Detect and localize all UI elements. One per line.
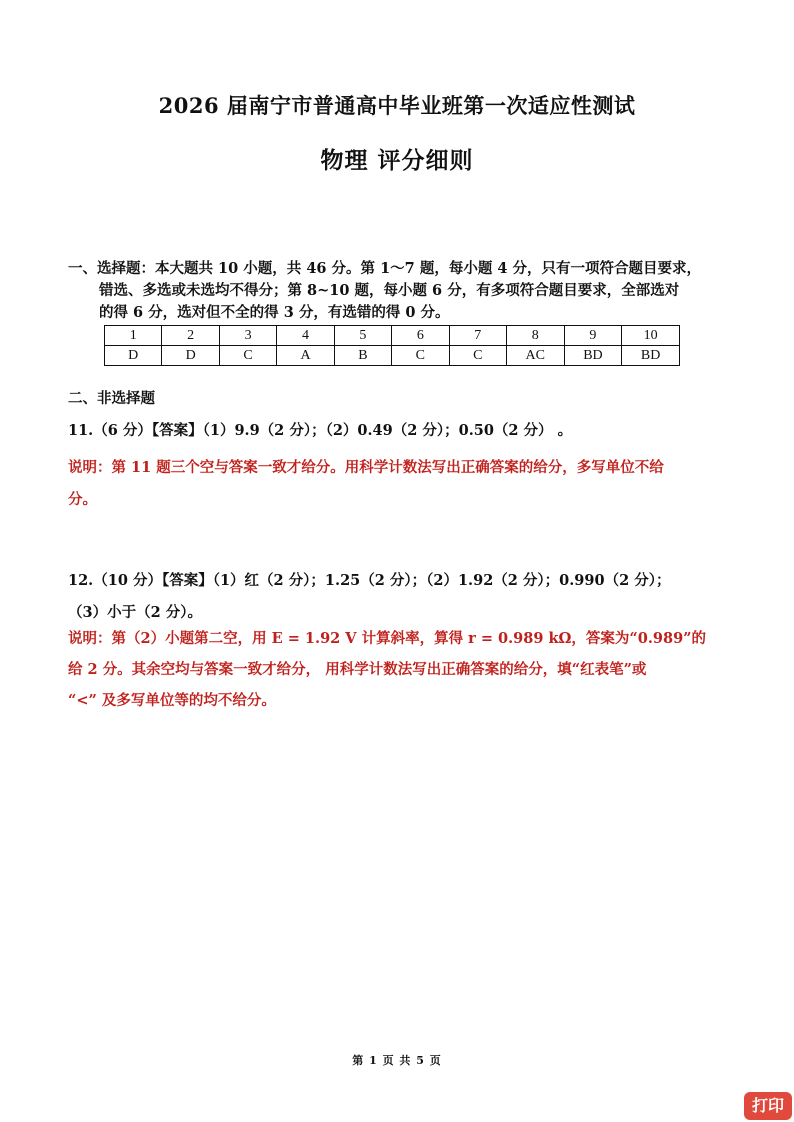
question-12-note-line-2: 给 2 分。其余空均与答案一致才给分， 用科学计数法写出正确答案的给分，填“红表笔”或 — [68, 661, 647, 678]
document-title: 2026 届南宁市普通高中毕业班第一次适应性测试 — [158, 93, 636, 118]
answer-cell: D — [162, 346, 219, 366]
question-12-note-line-1: 说明：第（2）小题第二空，用 E = 1.92 V 计算斜率，算得 r = 0.989 kΩ，答案为“0.989”的 — [68, 630, 707, 647]
question-number: 6 — [392, 326, 449, 346]
answer-cell: B — [334, 346, 391, 366]
question-12-note — [68, 623, 724, 716]
answer-cell: BD — [622, 346, 680, 366]
question-12-answer — [68, 565, 724, 629]
section-1-line-3: 的得 6 分，选对但不全的得 3 分，有选错的得 0 分。 — [99, 304, 450, 321]
question-12-answer-line-1: 12.（10 分）【答案】（1）红（2 分）；1.25（2 分）；（2）1.92（2 分）；0.990（2 分）； — [68, 572, 671, 589]
question-11-note-line-1: 说明：第 11 题三个空与答案一致才给分。用科学计数法写出正确答案的给分，多写单位不给 — [68, 459, 664, 476]
answer-table — [104, 325, 680, 366]
question-number: 5 — [334, 326, 391, 346]
section-2-heading: 二、非选择题 — [68, 390, 155, 407]
question-number: 8 — [506, 326, 564, 346]
question-11-answer: 11.（6 分）【答案】（1）9.9（2 分）；（2）0.49（2 分）；0.50（2 分） 。 — [68, 422, 573, 439]
answer-cell: C — [219, 346, 276, 366]
page-number: 第 1 页 共 5 页 — [352, 1054, 442, 1067]
section-1-line-1: 一、选择题：本大题共 10 小题，共 46 分。第 1～7 题，每小题 4 分，只有一项符合题目要求， — [68, 260, 702, 277]
question-number: 2 — [162, 326, 219, 346]
section-1-line-2: 错选、多选或未选均不得分；第 8~10 题，每小题 6 分，有多项符合题目要求，全部选对 — [99, 282, 680, 299]
question-12-note-line-3: “<” 及多写单位等的均不给分。 — [68, 692, 276, 709]
question-number: 1 — [105, 326, 162, 346]
answer-cell: A — [277, 346, 334, 366]
question-number: 9 — [564, 326, 622, 346]
question-11-note — [68, 452, 724, 516]
print-button[interactable]: 打印 — [744, 1092, 792, 1120]
section-1-intro — [68, 258, 724, 324]
question-number: 3 — [219, 326, 276, 346]
question-number-row — [105, 326, 680, 346]
document-subtitle: 物理 评分细则 — [320, 147, 474, 174]
answer-cell: BD — [564, 346, 622, 366]
question-number: 7 — [449, 326, 506, 346]
answer-cell: C — [392, 346, 449, 366]
answer-cell: D — [105, 346, 162, 366]
answer-cell: AC — [506, 346, 564, 366]
answer-row — [105, 346, 680, 366]
question-11-note-line-2: 分。 — [68, 491, 97, 508]
answer-cell: C — [449, 346, 506, 366]
question-number: 4 — [277, 326, 334, 346]
question-number: 10 — [622, 326, 680, 346]
question-12-answer-line-2: （3）小于（2 分）。 — [68, 604, 202, 621]
